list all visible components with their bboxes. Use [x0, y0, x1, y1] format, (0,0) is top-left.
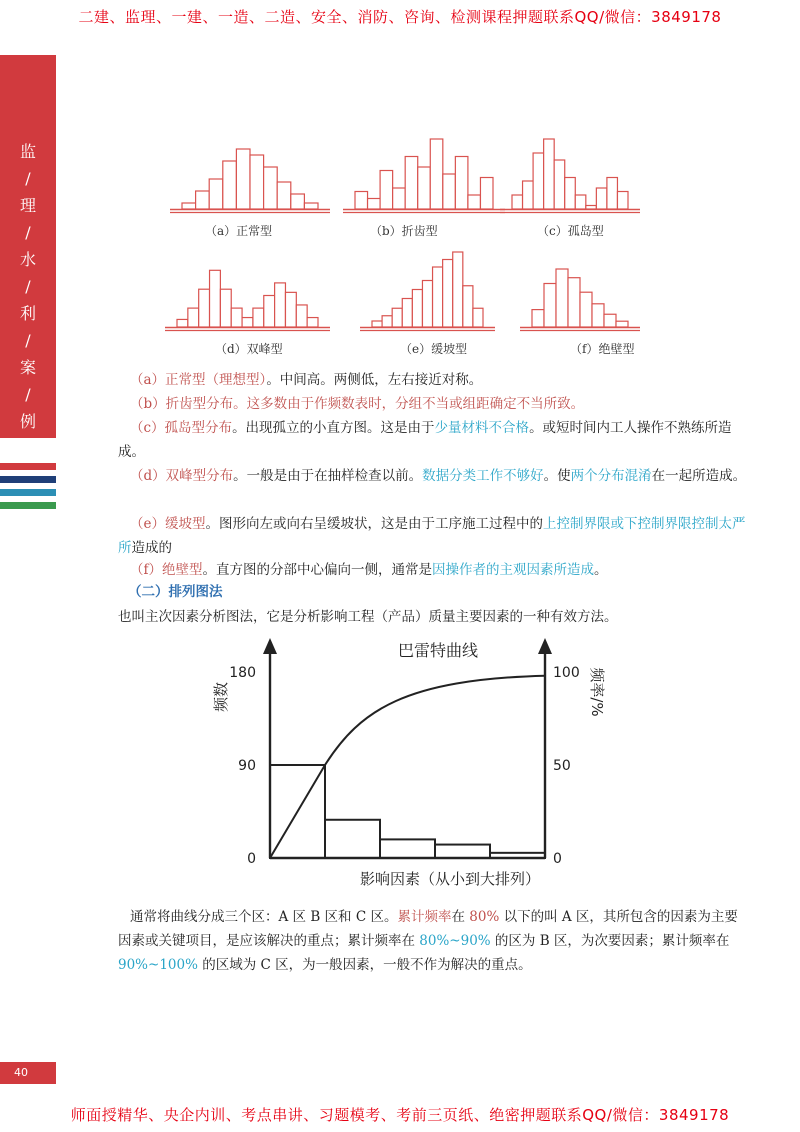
- histogram-bar: [412, 290, 422, 328]
- pareto-bar: [325, 820, 380, 858]
- histogram-bar: [544, 139, 555, 209]
- side-stripe: [0, 502, 56, 509]
- histogram: [165, 260, 330, 333]
- histogram-caption: （f）绝壁型: [570, 342, 635, 356]
- description-text: 两个分布混淆: [570, 468, 652, 484]
- histogram-bar: [575, 195, 586, 209]
- description-text: 。中间高。两侧低，左右接近对称。: [266, 372, 483, 388]
- histogram-bar: [556, 269, 568, 327]
- histogram-bar: [264, 167, 278, 209]
- side-title-char: /: [25, 169, 31, 188]
- side-title-char: 案: [19, 358, 36, 377]
- histogram-bar: [291, 194, 305, 209]
- histogram-bar: [443, 174, 456, 209]
- histogram-bar: [596, 188, 607, 209]
- histogram-bar: [393, 188, 406, 209]
- bottom-banner: 师面授精华、央企内训、考点串讲、习题模考、考前三页纸、绝密押题联系QQ/微信：3849178: [70, 1106, 730, 1124]
- histogram-bar: [380, 171, 393, 210]
- closing-text: 在: [451, 909, 470, 925]
- histogram-bar: [544, 284, 556, 328]
- histogram-bar: [196, 191, 210, 209]
- closing-text: 以下的叫 A 区，其所包含的因素为主要因素或关键项目，是应该解决的重点；累计频率在: [118, 909, 738, 949]
- histogram: [343, 135, 505, 215]
- pareto-bar: [490, 853, 545, 858]
- histogram-bar: [418, 167, 431, 209]
- description-text: 因操作者的主观因素所造成: [432, 562, 594, 578]
- side-stripe: [0, 463, 56, 470]
- description-paragraph: [118, 368, 748, 392]
- histogram-bar: [304, 203, 318, 209]
- histogram-bar: [565, 178, 576, 210]
- histogram-bar: [392, 308, 402, 327]
- histogram-bar: [592, 304, 604, 327]
- y2-axis-label: 频率/%: [588, 667, 606, 717]
- histogram-bar: [199, 289, 210, 327]
- description-paragraph: [118, 464, 748, 488]
- histogram-bar: [405, 157, 418, 210]
- description-label: （e）缓坡型: [130, 516, 206, 532]
- curve-label: 巴雷特曲线: [397, 641, 479, 660]
- y2-tick-label: 0: [553, 851, 562, 867]
- histogram-bar: [242, 318, 253, 327]
- description-text: 。使: [543, 468, 571, 484]
- side-title: [0, 138, 56, 435]
- x-axis-label: 影响因素（从小到大排列）: [359, 870, 541, 888]
- description-paragraph: [118, 416, 748, 464]
- side-title-char: /: [25, 385, 31, 404]
- description-label: （a）正常型（理想型）: [130, 372, 267, 388]
- y-axis-label: 频数: [212, 681, 230, 713]
- y-tick-label: 180: [229, 665, 256, 681]
- histogram-bar: [453, 252, 463, 327]
- histogram-bar: [307, 318, 318, 327]
- histogram: [500, 135, 640, 215]
- histogram-caption: （b）折齿型: [370, 224, 438, 238]
- histogram-bar: [422, 281, 432, 328]
- section-title: （二）排列图法: [128, 584, 223, 600]
- closing-text: 通常将曲线分成三个区：A 区 B 区和 C 区。: [130, 909, 398, 925]
- histogram-bar: [220, 289, 231, 327]
- side-stripe: [0, 476, 56, 483]
- histogram-bar: [253, 308, 264, 327]
- side-title-char: /: [25, 331, 31, 350]
- description-text: 。图形向左或向右呈缓坡状，这是由于工序施工过程中的: [205, 516, 543, 532]
- histogram-bar: [568, 278, 580, 327]
- side-title-char: /: [25, 223, 31, 242]
- histogram-bar: [533, 153, 544, 209]
- side-title-char: 例: [19, 412, 36, 431]
- histogram-bar: [586, 206, 597, 210]
- description-text: 造成的: [131, 540, 172, 556]
- closing-text: 80%~90%: [419, 933, 491, 949]
- closing-text: 90%~100%: [118, 957, 198, 973]
- histogram-bar: [523, 181, 534, 209]
- description-label: （d）双峰型分布: [130, 468, 234, 484]
- closing-text: 累计频率: [397, 909, 452, 925]
- description-label: （f）绝壁型: [130, 562, 203, 578]
- histogram-bar: [223, 161, 237, 209]
- histogram-bar: [236, 149, 250, 209]
- description-text: 数据分类工作不够好: [422, 468, 544, 484]
- description-text: 。一般是由于在抽样检查以前。: [233, 468, 423, 484]
- histogram-caption: （e）缓坡型: [400, 342, 468, 356]
- histogram-bar: [604, 314, 616, 327]
- histogram-bar: [231, 308, 242, 327]
- description-text: 。出现孤立的小直方图。这是由于: [232, 420, 435, 436]
- histogram-bar: [463, 286, 473, 327]
- histogram-caption: （a）正常型: [205, 224, 273, 238]
- histogram-bar: [250, 155, 264, 209]
- histogram-caption: （d）双峰型: [215, 342, 283, 356]
- histogram-bar: [532, 310, 544, 327]
- histogram-bar: [455, 157, 468, 210]
- closing-paragraph: [118, 905, 738, 977]
- side-title-char: 理: [19, 196, 36, 215]
- histogram-bar: [473, 308, 483, 327]
- closing-text: 的区为 B 区，为次要因素；累计频率在: [490, 933, 730, 949]
- pareto-bar: [380, 839, 435, 858]
- histogram: [170, 145, 330, 215]
- side-stripe: [0, 489, 56, 496]
- histogram-bar: [616, 321, 628, 327]
- description-text: 。: [594, 562, 608, 578]
- histogram-bar: [264, 296, 275, 328]
- histogram-bar: [617, 192, 628, 210]
- description-text: 上控制界限或下控制界限控制太严所: [118, 516, 746, 556]
- histogram-bar: [554, 160, 565, 209]
- page-number: 40: [0, 1062, 56, 1084]
- pareto-chart: [200, 632, 606, 890]
- histogram-bar: [580, 292, 592, 327]
- description-text: 在一起所造成。: [651, 468, 747, 484]
- section-intro: 也叫主次因素分析图法，它是分析影响工程（产品）质量主要因素的一种有效方法。: [118, 609, 618, 625]
- pareto-bar: [435, 845, 490, 858]
- histogram-bar: [607, 178, 618, 210]
- y-tick-label: 0: [247, 851, 256, 867]
- description-paragraph: [118, 392, 748, 416]
- y-tick-label: 90: [238, 758, 256, 774]
- histogram-bar: [210, 270, 221, 327]
- histogram-bar: [372, 321, 382, 327]
- histogram-bar: [402, 299, 412, 328]
- description-text: 。直方图的分部中心偏向一侧，通常是: [202, 562, 432, 578]
- side-title-char: /: [25, 277, 31, 296]
- side-title-char: 监: [19, 142, 36, 161]
- histogram-bar: [277, 182, 291, 209]
- y2-axis-arrow: [538, 638, 552, 654]
- description-text: 少量材料不合格: [434, 420, 530, 436]
- histogram-bar: [468, 195, 481, 209]
- histogram-bar: [355, 192, 368, 210]
- histogram-bar: [430, 139, 443, 209]
- histogram-bar: [285, 292, 296, 327]
- description-label: （b）折齿型分布: [130, 396, 234, 412]
- histogram-bar: [433, 267, 443, 327]
- histogram-bar: [296, 305, 307, 327]
- histogram-bar: [275, 283, 286, 327]
- closing-text: 80%: [469, 909, 500, 925]
- histogram-bar: [368, 199, 381, 210]
- description-text: 。这多数由于作频数表时，分组不当或组距确定不当所致。: [233, 396, 585, 412]
- y2-tick-label: 50: [553, 758, 571, 774]
- description-text: 。或短时间内工人操作不熟练所造成。: [118, 420, 732, 460]
- description-paragraph: [118, 512, 748, 560]
- histogram-bar: [209, 179, 223, 209]
- side-title-char: 利: [19, 304, 36, 323]
- histogram-bar: [512, 195, 523, 209]
- histogram-bar: [480, 178, 493, 210]
- closing-text: 的区域为 C 区，为一般因素，一般不作为解决的重点。: [197, 957, 532, 973]
- histogram-bar: [443, 260, 453, 328]
- description-paragraph: [118, 558, 748, 582]
- description-label: （c）孤岛型分布: [130, 420, 233, 436]
- histogram-bar: [182, 203, 196, 209]
- y-axis-arrow: [263, 638, 277, 654]
- pareto-curve: [270, 676, 545, 858]
- histogram-bar: [177, 319, 188, 327]
- side-title-char: 水: [19, 250, 36, 269]
- y2-tick-label: 100: [553, 665, 580, 681]
- top-banner: 二建、监理、一建、一造、二造、安全、消防、咨询、检测课程押题联系QQ/微信：3849178: [78, 8, 722, 26]
- histogram-bar: [382, 316, 392, 327]
- histogram-bar: [188, 308, 199, 327]
- histogram: [520, 265, 640, 333]
- histogram-caption: （c）孤岛型: [537, 224, 604, 238]
- histogram: [360, 248, 495, 333]
